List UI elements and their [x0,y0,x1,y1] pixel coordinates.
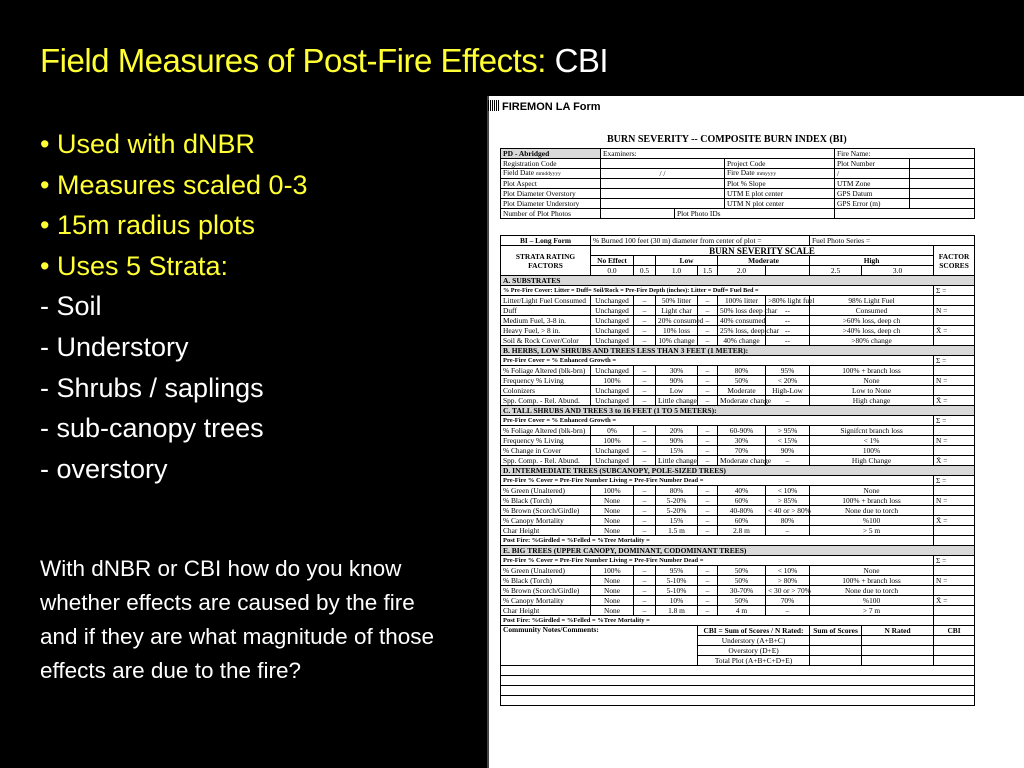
slide-title [40,42,608,80]
table-row: % Canopy Mortality None – 10% – 50% 70% %100 X̄ = [501,596,975,606]
bullet-item: • Measures scaled 0-3 [40,169,308,200]
table-row: % Brown (Scorch/Girdle) None – 5-20% – 40-80% < 40 or > 80% None due to torch [501,506,975,516]
scan-edge [487,96,489,768]
section-c-title: C. TALL SHRUBS AND TREES 3 to 16 FEET (1 TO 5 METERS): [501,406,975,416]
table-row: Medium Fuel, 3-8 in. Unchanged – 20% consumed – 40% consumed -- >60% loss, deep ch [501,316,975,326]
bullet-item: • Uses 5 Strata: [40,250,229,281]
question-text: With dNBR or CBI how do you know whether effects are caused by the fire and if they are what magnitude of those effects are due to the fire? [40,556,435,683]
table-row: % Foliage Altered (blk-brn) Unchanged – 30% – 80% 95% 100% + branch loss [501,366,975,376]
title-main: Field Measures of Post-Fire Effects: [40,42,546,79]
table-row: % Black (Torch) None – 5-10% – 50% > 80% 100% + branch loss N = [501,576,975,586]
table-row: % Black (Torch) None – 5-20% – 60% > 85% 100% + branch loss N = [501,496,975,506]
form-header: FIREMON LA Form [488,100,601,113]
bullet-list [40,124,308,489]
section-e-title: E. BIG TREES (UPPER CANOPY, DOMINANT, CODOMINANT TREES) [501,546,975,556]
severity-table: BI – Long Form % Burned 100 feet (30 m) diameter from center of plot = Fuel Photo Series = STRATA RATING FACTORS BURN SEVERITY SCALE FACTOR SCORES No Effect Low Moderate High 0.0 0.5 1.0 1.5 2.0 2.5 3.0 A. SUBSTRATES % Pre-Fire Cover: Litter = Duff= Soil/Rock = Pre-Fire Depth (inches): Litter = Duff= Fuel Bed = Σ = Litter/Light Fuel Consumed Unchanged – 50% litter – 100% litter >80% light fuel 98% Light Fuel Duff Unchanged – Light char – 50% loss deep char -- Consumed N = Medium Fuel, 3-8 in. Unchanged – 20% consumed – 40% consumed -- >60% loss, deep ch Heavy Fuel, > 8 in. Unchanged – 10% loss – 25% loss, deep char -- >40% loss, deep ch X̄ = Soil & Rock Cover/Color Unchanged – 10% change – 40% change -- >80% change B. HERBS, LOW SHRUBS AND TREES LESS THAN 3 FEET (1 METER): Pre-Fire Cover = % Enhanced Growth = Σ = % Foliage Altered (blk-brn) Unchanged – 30% – 80% 95% 100% + branch loss Frequency % Living 100% – 90% – 50% < 20% None N = Colonizers Unchanged – Low – Moderate High-Low Low to None Spp. Comp. - Rel. Abund. Unchanged – Little change – Moderate change – High change X̄ = C. TALL SHRUBS AND TREES 3 to 16 FEET (1 TO 5 METERS): Pre-Fire Cover = % Enhanced Growth = Σ = % Foliage Altered (blk-brn) 0% – 20% – 60-90% > 95% Signifcnt branch loss Frequency % Living 100% – 90% – 30% < 15% < 1% N = % Change in Cover Unchanged – 15% – 70% 90% 100% Spp. Comp. - Rel. Abund. Unchanged – Little change – Moderate change – High Change X̄ = D. INTERMEDIATE TREES (SUBCANOPY, POLE-SIZED TREES) Pre-Fire % Cover = Pre-Fire Number Living = Pre-Fire Number Dead = Σ = % Green (Unaltered) 100% – 80% – 40% < 10% None % Black (Torch) None – 5-20% – 60% > 85% 100% + branch loss N = % Brown (Scorch/Girdle) None – 5-20% – 40-80% < 40 or > 80% None due to torch % Canopy Mortality None – 15% – 60% 80% %100 X̄ = Char Height None – 1.5 m – 2.8 m – > 5 m Post Fire: %Girdled = %Felled = %Tree Mortality = E. BIG TREES (UPPER CANOPY, DOMINANT, CODOMINANT TREES) Pre-Fire % Cover = Pre-Fire Number Living = Pre-Fire Number Dead = Σ = % Green (Unaltered) 100% – 95% – 50% < 10% None % Black (Torch) None – 5-10% – 50% > 80% 100% + branch loss N = % Brown (Scorch/Girdle) None – 5-10% – 30-70% < 30 or > 70% None due to torch % Canopy Mortality None – 10% – 50% 70% %100 X̄ = Char Height None – 1.8 m – 4 m – > 7 m Post Fire: %Girdled = %Felled = %Tree Mortality = Community Notes/Comments: CBI = Sum of Scores / N Rated: Sum of Scores N Rated CBI Understory (A+B+C) Overstory (D+E) Total Plot (A+B+C+D+E) [500,235,975,706]
table-row: Frequency % Living 100% – 90% – 30% < 15% < 1% N = [501,436,975,446]
table-row: % Green (Unaltered) 100% – 95% – 50% < 10% None [501,566,975,576]
table-row: Spp. Comp. - Rel. Abund. Unchanged – Little change – Moderate change – High Change X̄ = [501,456,975,466]
section-d-title: D. INTERMEDIATE TREES (SUBCANOPY, POLE-SIZED TREES) [501,466,975,476]
strata-item: - overstory [40,453,168,484]
table-row: Heavy Fuel, > 8 in. Unchanged – 10% loss – 25% loss, deep char -- >40% loss, deep ch X̄ = [501,326,975,336]
strata-item: - sub-canopy trees [40,413,264,444]
summary-row: Community Notes/Comments: CBI = Sum of Scores / N Rated: Sum of Scores N Rated CBI [501,626,975,636]
barcode-icon [488,100,500,111]
bullet-item: • 15m radius plots [40,210,256,241]
scale-header-row: BI – Long Form % Burned 100 feet (30 m) diameter from center of plot = Fuel Photo Series = [501,236,975,246]
table-row: % Canopy Mortality None – 15% – 60% 80% %100 X̄ = [501,516,975,526]
bullet-item: • Used with dNBR [40,129,256,159]
table-row: Char Height None – 1.5 m – 2.8 m – > 5 m [501,526,975,536]
table-row: Colonizers Unchanged – Low – Moderate High-Low Low to None [501,386,975,396]
section-b-title: B. HERBS, LOW SHRUBS AND TREES LESS THAN 3 FEET (1 METER): [501,346,975,356]
title-accent: CBI [554,42,609,79]
table-row: Char Height None – 1.8 m – 4 m – > 7 m [501,606,975,616]
strata-item: - Understory [40,331,189,362]
table-row: % Green (Unaltered) 100% – 80% – 40% < 10% None [501,486,975,496]
form-title: BURN SEVERITY -- COMPOSITE BURN INDEX (BI) [607,134,847,145]
strata-item: - Shrubs / saplings [40,372,264,403]
section-a-title: A. SUBSTRATES [501,276,975,286]
table-row: Spp. Comp. - Rel. Abund. Unchanged – Little change – Moderate change – High change X̄ = [501,396,975,406]
strata-item: - Soil [40,291,102,322]
table-row: % Foliage Altered (blk-brn) 0% – 20% – 60-90% > 95% Signifcnt branch loss [501,426,975,436]
table-row: % Brown (Scorch/Girdle) None – 5-10% – 30-70% < 30 or > 70% None due to torch [501,586,975,596]
table-row: Litter/Light Fuel Consumed Unchanged – 50% litter – 100% litter >80% light fuel 98% Light Fuel [501,296,975,306]
firemon-form-image [487,96,1024,768]
plot-info-table: PD - Abridged Examiners: Fire Name: Registration Code Project Code Plot Number Field Date mmddyyyy / / Fire Date mmyyyy / Plot Aspect Plot % Slope UTM Zone Plot Diameter Overstory UTM E plot center GPS Datum Plot Diameter Understory UTM N plot center GPS Error (m) Number of Plot Photos Plot Photo IDs [500,148,975,219]
table-row: % Change in Cover Unchanged – 15% – 70% 90% 100% [501,446,975,456]
table-row: Soil & Rock Cover/Color Unchanged – 10% change – 40% change -- >80% change [501,336,975,346]
table-row: Frequency % Living 100% – 90% – 50% < 20% None N = [501,376,975,386]
table-row: Duff Unchanged – Light char – 50% loss deep char -- Consumed N = [501,306,975,316]
